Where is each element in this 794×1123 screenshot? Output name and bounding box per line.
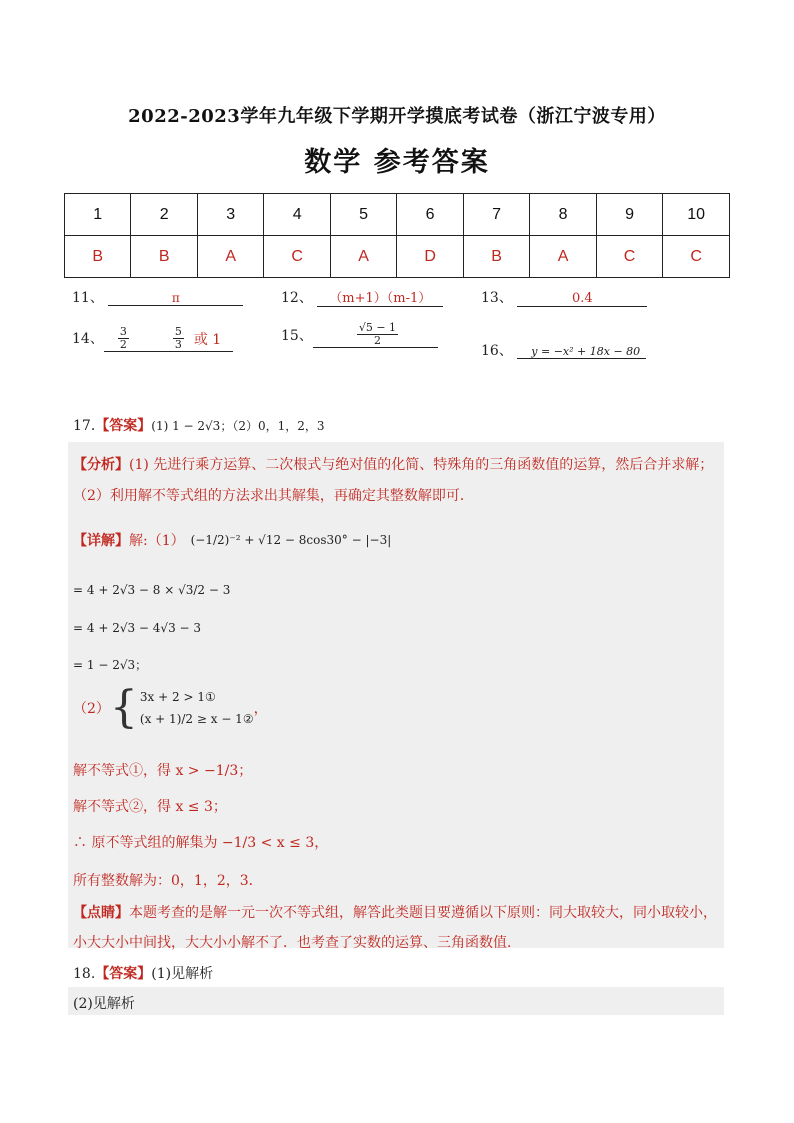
q17-system-tail: ， [253,701,268,717]
q18-number: 18. [73,966,96,982]
q15-answer [281,322,438,348]
page-subtitle: 数学 参考答案 [304,147,490,178]
q14-answer [72,324,233,352]
answer-table-number-row [65,194,730,236]
q17-comment-line-1 [73,902,717,922]
q17-step-2: = 4 + 2√3 − 4√3 − 3 [73,621,202,635]
q13-value: 0.4 [517,291,647,307]
q13-answer [481,287,647,307]
q17-solution-2: 解不等式②，得 x ≤ 3； [73,799,227,815]
q17-comment-line-2: 小大大小中间找，大大小小解不了．也考查了实数的运算、三角函数值． [73,935,521,951]
q14-fraction-1 [118,326,129,351]
q17-system-eq-1: 3x + 2 > 1① [139,690,216,704]
q17-comment-text-1: 本题考查的是解一元一次不等式组，解答此类题目要遵循以下原则：同大取较大，同小取较小， [129,905,717,921]
answer-table [64,193,730,278]
q16-value: y = −x² + 18x − 80 [517,345,646,359]
q17-system-label: （2） [73,701,110,717]
q14-fraction-2 [173,326,184,351]
q15-fraction [357,322,398,347]
brace-icon: { [109,682,138,733]
q18-part-1: (1)见解析 [151,966,214,982]
q11-value: π [108,291,243,306]
q15-numerator: √5 − 1 [358,321,397,334]
q15-label: 15、 [281,328,313,344]
answer-letter-cell: C [596,236,662,278]
question-number-cell: 8 [530,194,596,236]
q12-value: （m+1）（m-1） [317,287,443,307]
q18-solution-box [68,987,724,1015]
q12-answer [281,287,443,307]
q17-step-3: = 1 − 2√3； [73,658,148,672]
q17-system-eq-2: (x + 1)/2 ≥ x − 1② [139,712,254,726]
q17-heading [73,415,325,435]
q17-answer-tag: 【答案】 [95,418,152,434]
q14-frac2-denominator: 3 [174,338,182,351]
q14-label: 14、 [72,331,104,347]
q15-blank [313,322,438,348]
q17-solution-3: ∴ 原不等式组的解集为 −1/3 < x ≤ 3， [73,835,329,851]
q17-number: 17. [73,418,96,434]
question-number-cell: 1 [65,194,131,236]
answer-letter-cell: B [131,236,197,278]
q17-step-1: = 4 + 2√3 − 8 × √3/2 − 3 [73,583,231,597]
q17-analysis-tag: 【分析】 [73,457,129,473]
q17-solution-4: 所有整数解为：0，1，2，3． [73,873,263,889]
q18-heading [73,963,213,983]
question-number-cell: 9 [596,194,662,236]
q18-answer-tag: 【答案】 [95,966,152,982]
q17-solution-1: 解不等式①，得 x > −1/3； [73,763,253,779]
q17-system-equations [140,690,254,726]
answer-letter-cell: C [264,236,330,278]
q11-label: 11、 [72,290,104,306]
q16-answer [481,340,646,360]
q17-system [73,682,268,733]
q17-detail-intro: 解:（1） [129,533,185,549]
q17-analysis-text-1: (1) 先进行乘方运算、二次根式与绝对值的化简、特殊角的三角函数值的运算，然后合并求解； [129,457,714,473]
question-number-cell: 4 [264,194,330,236]
question-number-cell: 7 [463,194,529,236]
answer-letter-cell: D [397,236,463,278]
q17-analysis-line-2: （2）利用解不等式组的方法求出其解集，再确定其整数解即可． [73,488,474,504]
q17-detail-tag: 【详解】 [73,533,129,549]
question-number-cell: 5 [330,194,396,236]
q17-detail-expression: (−1/2)⁻² + √12 − 8cos30° − |−3| [190,533,392,547]
answer-letter-cell: B [463,236,529,278]
q11-answer [72,287,243,307]
question-number-cell: 10 [663,194,730,236]
question-number-cell: 3 [197,194,263,236]
q17-system-brace-group [109,682,254,733]
q12-label: 12、 [281,290,313,306]
q16-label: 16、 [481,343,513,359]
q14-blank [104,324,233,352]
page-title: 2022-2023学年九年级下学期开学摸底考试卷（浙江宁波专用） [128,106,666,127]
question-number-cell: 6 [397,194,463,236]
q17-comment-tag: 【点睛】 [73,905,129,921]
q17-answer-text: (1) 1 − 2√3；（2）0，1，2，3 [151,419,325,433]
q14-frac1-denominator: 2 [119,338,127,351]
q13-label: 13、 [481,290,513,306]
q17-analysis-line-1 [73,454,713,474]
q18-part-2: (2)见解析 [73,996,135,1012]
q14-frac1-numerator: 3 [119,325,127,338]
answer-letter-cell: B [65,236,131,278]
q15-denominator: 2 [373,334,381,347]
q17-detail-line [73,530,391,550]
answer-letter-cell: A [330,236,396,278]
answer-table-letter-row [65,236,730,278]
q14-tail: 或 1 [193,331,222,348]
question-number-cell: 2 [131,194,197,236]
answer-letter-cell: C [663,236,730,278]
answer-letter-cell: A [197,236,263,278]
answer-letter-cell: A [530,236,596,278]
q14-frac2-numerator: 5 [174,325,182,338]
